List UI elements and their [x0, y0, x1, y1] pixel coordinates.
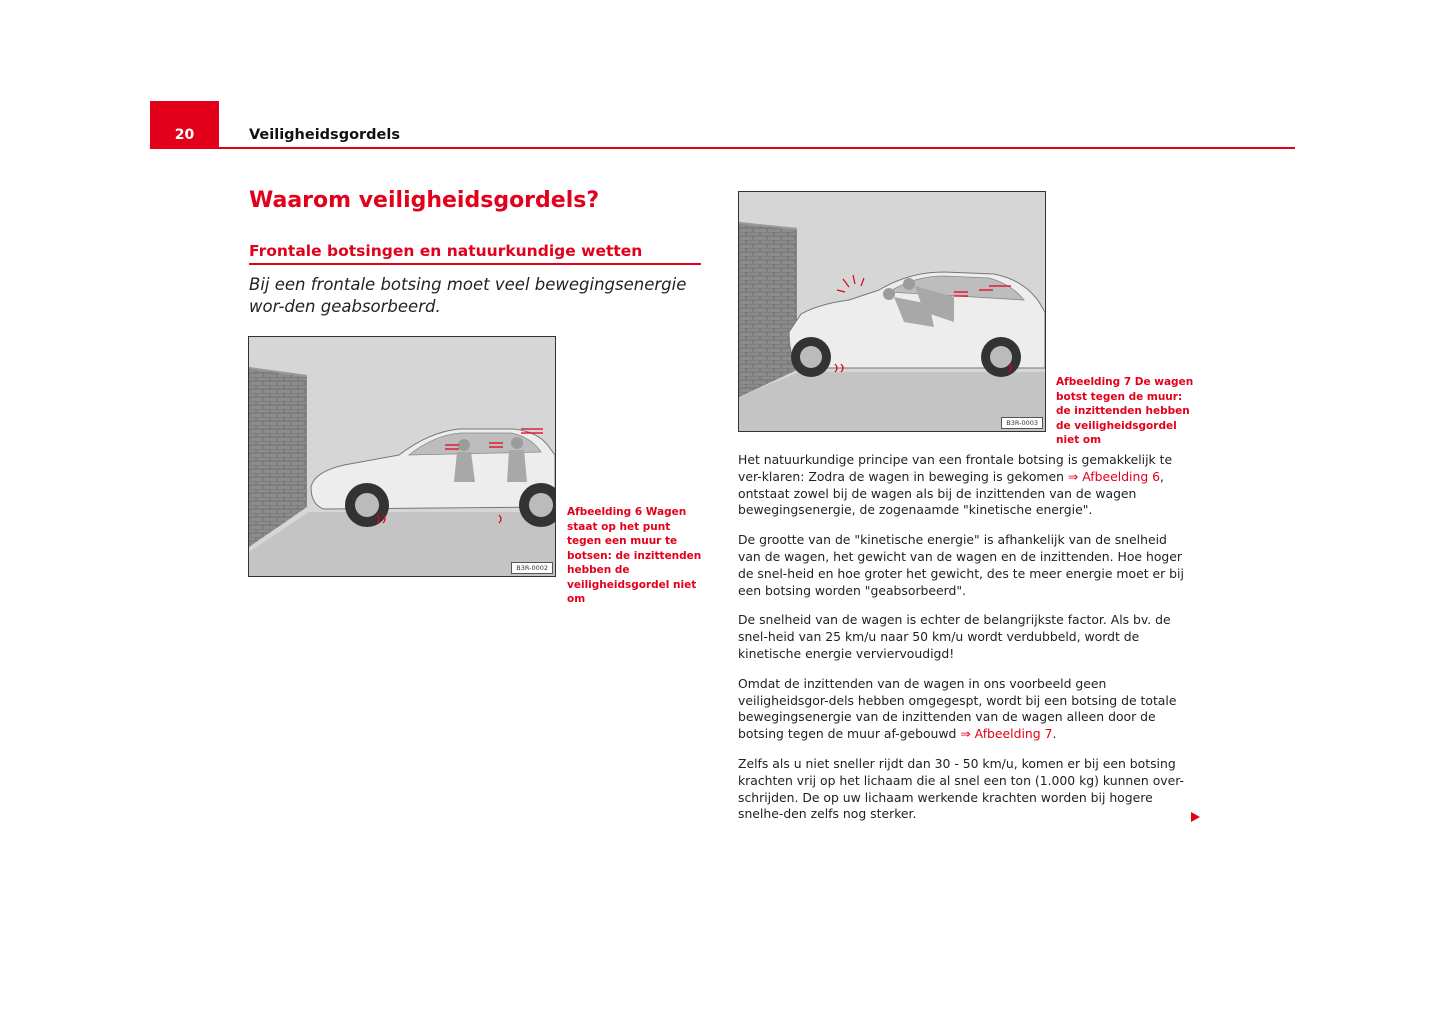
- paragraph-4-text: Omdat de inzittenden van de wagen in ons voorbeeld geen veiligheidsgor-dels hebben omgegespt, wordt bij een botsing de totale bewegingsenergie van de inzittenden van de wagen alleen door de botsing tegen de muur af-gebouwd: [738, 675, 1177, 742]
- header-rule: [150, 147, 1295, 149]
- figure-6-reference-link[interactable]: ⇒ Afbeelding 6: [1067, 468, 1161, 484]
- paragraph-2: De grootte van de "kinetische energie" is afhankelijk van de snelheid van de wagen, het gewicht van de wagen en de inzittenden. Hoe hoger de snel-heid en hoe groter het gewicht, des te meer energie moet er bij een botsing worden "geabsorbeerd".: [738, 532, 1184, 598]
- paragraph-1-text-end: , ontstaat zowel bij de wagen als bij de inzittenden van de wagen bewegingsenergie, de zogenaamde "kinetische energie".: [738, 468, 1164, 518]
- paragraph-1: [738, 452, 1188, 519]
- figure-6-code: B3R-0002: [511, 562, 553, 574]
- paragraph-1-text: Het natuurkundige principe van een frontale botsing is gemakkelijk te ver-klaren: Zodra de wagen in beweging is gekomen: [738, 452, 1173, 484]
- figure-7-reference-link[interactable]: ⇒ Afbeelding 7: [960, 726, 1053, 742]
- paragraph-3: De snelheid van de wagen is echter de belangrijkste factor. Als bv. de snel-heid van 25 km/u naar 50 km/u wordt verdubbeld, wordt de kinetische energie verviervoudigd!: [738, 612, 1171, 661]
- page-number: 20: [174, 127, 195, 143]
- figure-7-car-hits-wall: [738, 191, 1046, 432]
- figure-6-illustration: [249, 337, 555, 576]
- figure-7-code: B3R-0003: [1001, 417, 1043, 429]
- paragraph-5: Zelfs als u niet sneller rijdt dan 30 - 50 km/u, komen er bij een botsing krachten vrij op het lichaam die al snel een ton (1.000 kg) kunnen over-schrijden. De op uw lichaam werkende krachten worden bij hogere snelhe-den zelfs nog sterker.: [738, 755, 1185, 822]
- intro-text: Bij een frontale botsing moet veel bewegingsenergie wor-den geabsorbeerd.: [249, 275, 687, 316]
- section-title: Frontale botsingen en natuurkundige wetten: [249, 242, 701, 265]
- paragraph-4-text-end: .: [1052, 726, 1057, 742]
- paragraph-4: [738, 676, 1188, 743]
- figure-6-car-before-wall: [248, 336, 556, 577]
- body-text: [738, 452, 1188, 836]
- figure-7-caption: Afbeelding 7 De wagen botst tegen de muur: de inzittenden hebben de veiligheidsgordel niet om: [1056, 376, 1194, 446]
- continue-arrow-icon[interactable]: [1191, 812, 1200, 822]
- figure-6-caption: Afbeelding 6 Wagen staat op het punt tegen een muur te botsen: de inzittenden hebben de veiligheidsgordel niet om: [567, 506, 702, 605]
- figure-7-illustration: [739, 192, 1045, 431]
- main-title: Waarom veiligheidsgordels?: [249, 188, 600, 213]
- chapter-title: Veiligheidsgordels: [249, 127, 400, 143]
